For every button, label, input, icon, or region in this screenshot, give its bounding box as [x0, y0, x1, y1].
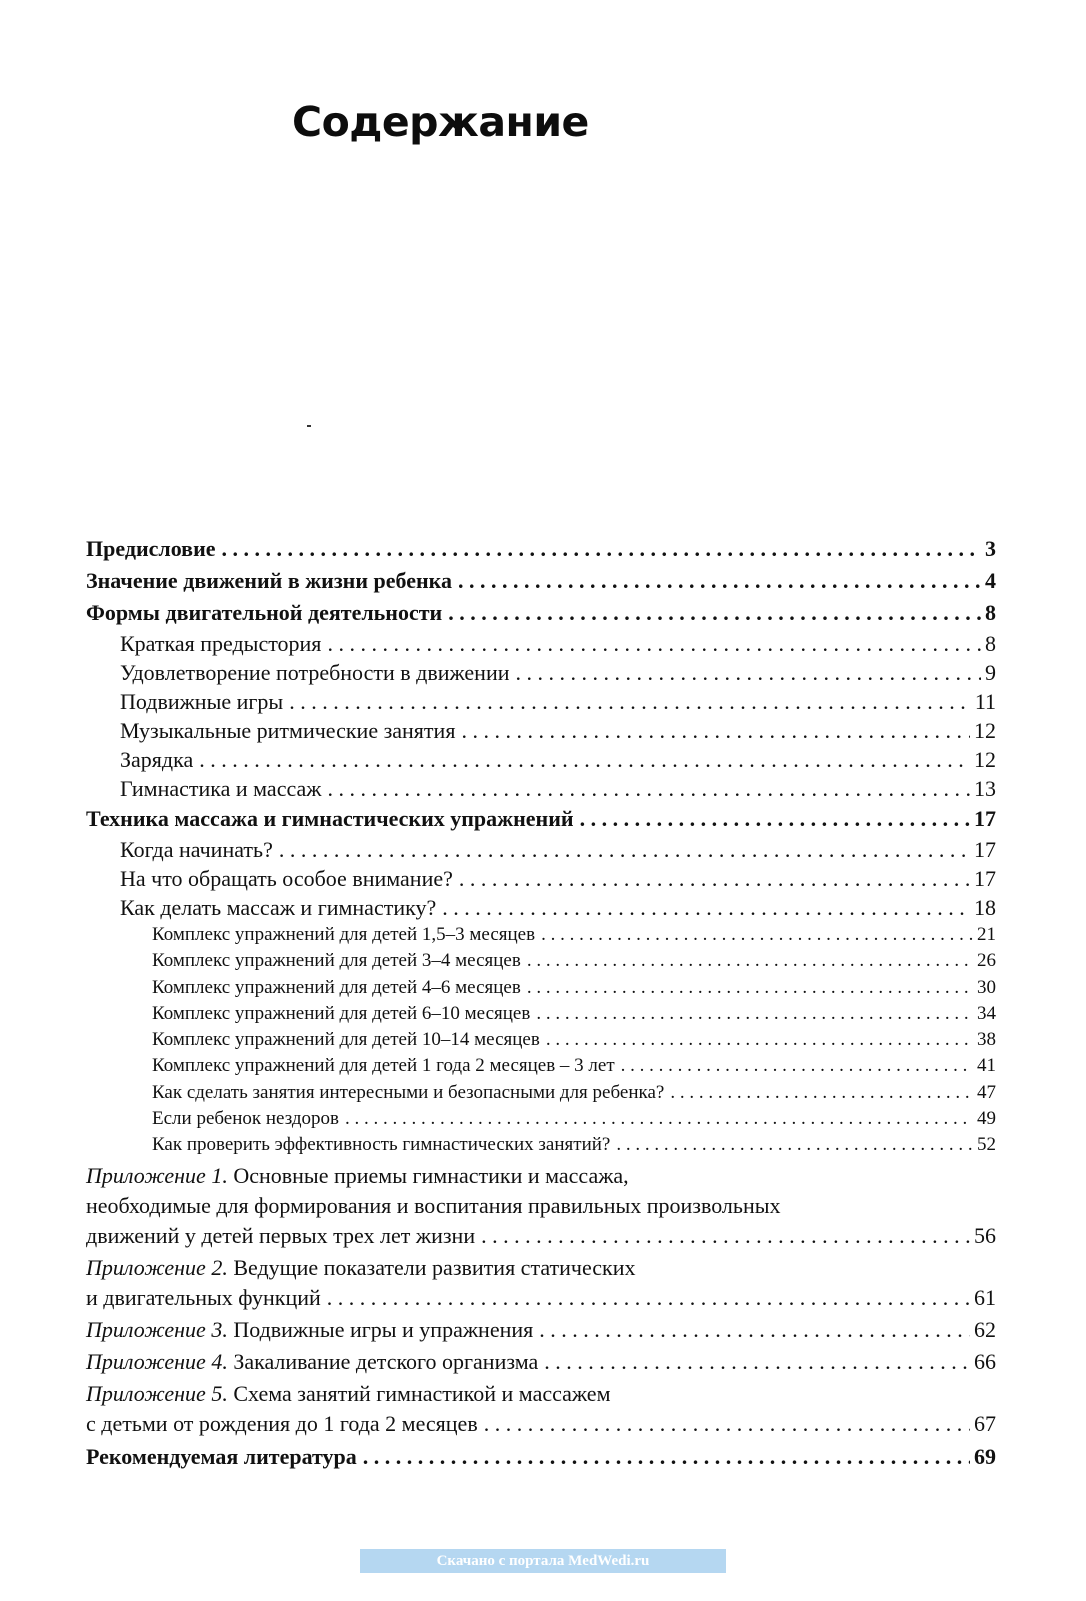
dot-leader [484, 1409, 970, 1439]
toc-subsubentry[interactable] [86, 1053, 996, 1079]
toc-subsubentry[interactable] [86, 922, 996, 948]
dot-leader [279, 835, 970, 864]
appendix-prefix: Приложение 2. [86, 1254, 228, 1280]
toc-page-number: 69 [974, 1443, 996, 1469]
dot-leader [458, 565, 981, 597]
appendix-line [86, 1347, 996, 1377]
toc-subsubentry[interactable] [86, 1001, 996, 1027]
appendix-prefix: Приложение 3. [86, 1316, 228, 1342]
toc-appendix-2[interactable] [86, 1253, 996, 1313]
appendix-title: Основные приемы гимнастики и массажа, [227, 1162, 629, 1188]
toc-page-number: 8 [985, 631, 996, 656]
appendix-title: Подвижные игры и упражнения [227, 1316, 534, 1342]
toc-page-number: 17 [974, 837, 996, 862]
toc-page-number: 47 [977, 1081, 996, 1103]
dot-leader [442, 893, 970, 922]
appendix-title: Ведущие показатели развития статических [227, 1254, 636, 1280]
toc-entry-label: Как делать массаж и гимнастику? [120, 895, 437, 920]
toc-subentry[interactable] [86, 745, 996, 774]
toc-subsubentry[interactable] [86, 948, 996, 974]
toc-entry-label: с детьми от рождения до 1 года 2 месяцев [86, 1410, 478, 1436]
dot-leader [461, 716, 970, 745]
toc-entry-label: Когда начинать? [120, 837, 273, 862]
toc-entry-label: Как сделать занятия интересными и безопасными для ребенка? [152, 1081, 665, 1103]
toc-entry-forms[interactable] [86, 597, 996, 629]
toc-page-number: 52 [977, 1134, 996, 1156]
appendix-line: необходимые для формирования и воспитания правильных произвольных [86, 1192, 781, 1218]
dot-leader [527, 975, 973, 1001]
dot-leader [289, 687, 971, 716]
toc-subsubentry[interactable] [86, 1132, 996, 1158]
toc-entry-label: Краткая предыстория [120, 631, 322, 656]
dot-leader [616, 1132, 973, 1158]
toc-page-number: 8 [985, 600, 996, 625]
toc-page-number: 17 [974, 806, 996, 831]
toc-entry-label: движений у детей первых трех лет жизни [86, 1222, 476, 1248]
toc-page-number: 21 [977, 924, 996, 945]
toc-subsubentry[interactable] [86, 1027, 996, 1053]
toc-entry-label: Как проверить эффективность гимнастических занятий? [152, 1134, 611, 1156]
toc-page-number: 61 [974, 1284, 996, 1310]
toc-subsubentry[interactable] [86, 975, 996, 1001]
appendix-prefix: Приложение 5. [86, 1380, 228, 1406]
toc-appendix-1[interactable] [86, 1161, 996, 1251]
dot-leader [670, 1080, 973, 1106]
download-source-banner[interactable]: Скачано с портала MedWedi.ru [360, 1549, 726, 1573]
page-title: Содержание [292, 98, 589, 146]
dot-leader [536, 1001, 973, 1027]
toc-subentry[interactable] [86, 658, 996, 687]
toc-entry-label: Удовлетворение потребности в движении [120, 660, 510, 685]
toc-entry-label: Значение движений в жизни ребенка [86, 568, 453, 593]
toc-subentry[interactable] [86, 629, 996, 658]
toc-appendix-5[interactable] [86, 1379, 996, 1439]
toc-entry-preface[interactable] [86, 533, 996, 565]
appendix-line [86, 1409, 996, 1439]
table-of-contents [86, 533, 996, 1473]
toc-entry-label: Комплекс упражнений для детей 10–14 месяцев [152, 1029, 540, 1051]
toc-page-number: 34 [977, 1002, 996, 1024]
toc-entry-literature[interactable] [86, 1441, 996, 1473]
toc-subentry[interactable] [86, 687, 996, 716]
toc-entry-label: Формы двигательной деятельности [86, 600, 443, 625]
dot-leader [199, 745, 970, 774]
appendix-line [86, 1253, 996, 1283]
dot-leader [541, 922, 973, 948]
toc-page-number: 9 [985, 660, 996, 685]
toc-entry-label: Комплекс упражнений для детей 4–6 месяцев [152, 976, 521, 998]
dot-leader [345, 1106, 973, 1132]
toc-page-number: 11 [974, 689, 996, 714]
dot-leader [580, 803, 970, 835]
toc-entry-label: Рекомендуемая литература [86, 1443, 357, 1469]
toc-subentry[interactable] [86, 893, 996, 922]
toc-page-number: 12 [974, 747, 996, 772]
dot-leader [539, 1315, 970, 1345]
toc-entry-technique[interactable] [86, 803, 996, 835]
toc-page-number: 30 [977, 976, 996, 998]
toc-page-number: 67 [974, 1410, 996, 1436]
toc-subentry[interactable] [86, 774, 996, 803]
toc-page-number: 26 [977, 950, 996, 972]
toc-subentry[interactable] [86, 835, 996, 864]
toc-entry-label: На что обращать особое внимание? [120, 866, 453, 891]
toc-entry-label: Комплекс упражнений для детей 3–4 месяцев [152, 950, 521, 972]
toc-page-number: 62 [974, 1316, 996, 1342]
toc-page-number: 56 [974, 1222, 996, 1248]
toc-entry-label: и двигательных функций [86, 1284, 321, 1310]
appendix-line [86, 1315, 996, 1345]
dot-leader [222, 533, 981, 565]
dot-leader [327, 1283, 970, 1313]
toc-entry-label: Комплекс упражнений для детей 1,5–3 месяцев [152, 924, 536, 945]
toc-page-number: 41 [977, 1055, 996, 1077]
toc-entry-label: Комплекс упражнений для детей 1 года 2 месяцев – 3 лет [152, 1055, 615, 1077]
appendix-prefix: Приложение 1. [86, 1162, 228, 1188]
toc-entry-label: Музыкальные ритмические занятия [120, 718, 456, 743]
toc-entry-label: Предисловие [86, 536, 216, 561]
dot-leader [327, 629, 981, 658]
toc-entry-label: Зарядка [120, 747, 194, 772]
scan-speck [307, 425, 311, 427]
toc-page-number: 13 [974, 776, 996, 801]
toc-entry-label [86, 1347, 544, 1377]
toc-entry-importance[interactable] [86, 565, 996, 597]
toc-entry-label [86, 1315, 539, 1345]
dot-leader [621, 1053, 973, 1079]
toc-appendix-3[interactable] [86, 1315, 996, 1345]
toc-subsubentry[interactable] [86, 1106, 996, 1132]
dot-leader [481, 1221, 970, 1251]
appendix-title: Схема занятий гимнастикой и массажем [227, 1380, 611, 1406]
dot-leader [448, 597, 981, 629]
toc-entry-label: Гимнастика и массаж [120, 776, 322, 801]
appendix-line [86, 1161, 996, 1191]
toc-page-number: 3 [985, 536, 996, 561]
toc-subsubentry[interactable] [86, 1080, 996, 1106]
dot-leader [327, 774, 970, 803]
toc-entry-label: Если ребенок нездоров [152, 1108, 340, 1130]
toc-appendix-4[interactable] [86, 1347, 996, 1377]
toc-subentry[interactable] [86, 864, 996, 893]
toc-page-number: 12 [974, 718, 996, 743]
appendix-line [86, 1283, 996, 1313]
dot-leader [527, 948, 973, 974]
toc-page-number: 49 [977, 1108, 996, 1130]
dot-leader [459, 864, 970, 893]
appendix-line [86, 1379, 996, 1409]
dot-leader [546, 1027, 973, 1053]
toc-page-number: 66 [974, 1348, 996, 1374]
toc-entry-label: Подвижные игры [120, 689, 284, 714]
appendix-line [86, 1221, 996, 1251]
toc-entry-label: Комплекс упражнений для детей 6–10 месяцев [152, 1002, 531, 1024]
appendix-prefix: Приложение 4. [86, 1348, 228, 1374]
toc-subentry[interactable] [86, 716, 996, 745]
dot-leader [544, 1347, 970, 1377]
toc-page-number: 4 [985, 568, 996, 593]
dot-leader [363, 1441, 970, 1473]
toc-page-number: 38 [977, 1029, 996, 1051]
toc-page-number: 18 [974, 895, 996, 920]
toc-entry-label: Техника массажа и гимнастических упражнений [86, 806, 574, 831]
toc-page-number: 17 [974, 866, 996, 891]
appendix-title: Закаливание детского организма [227, 1348, 539, 1374]
dot-leader [516, 658, 982, 687]
